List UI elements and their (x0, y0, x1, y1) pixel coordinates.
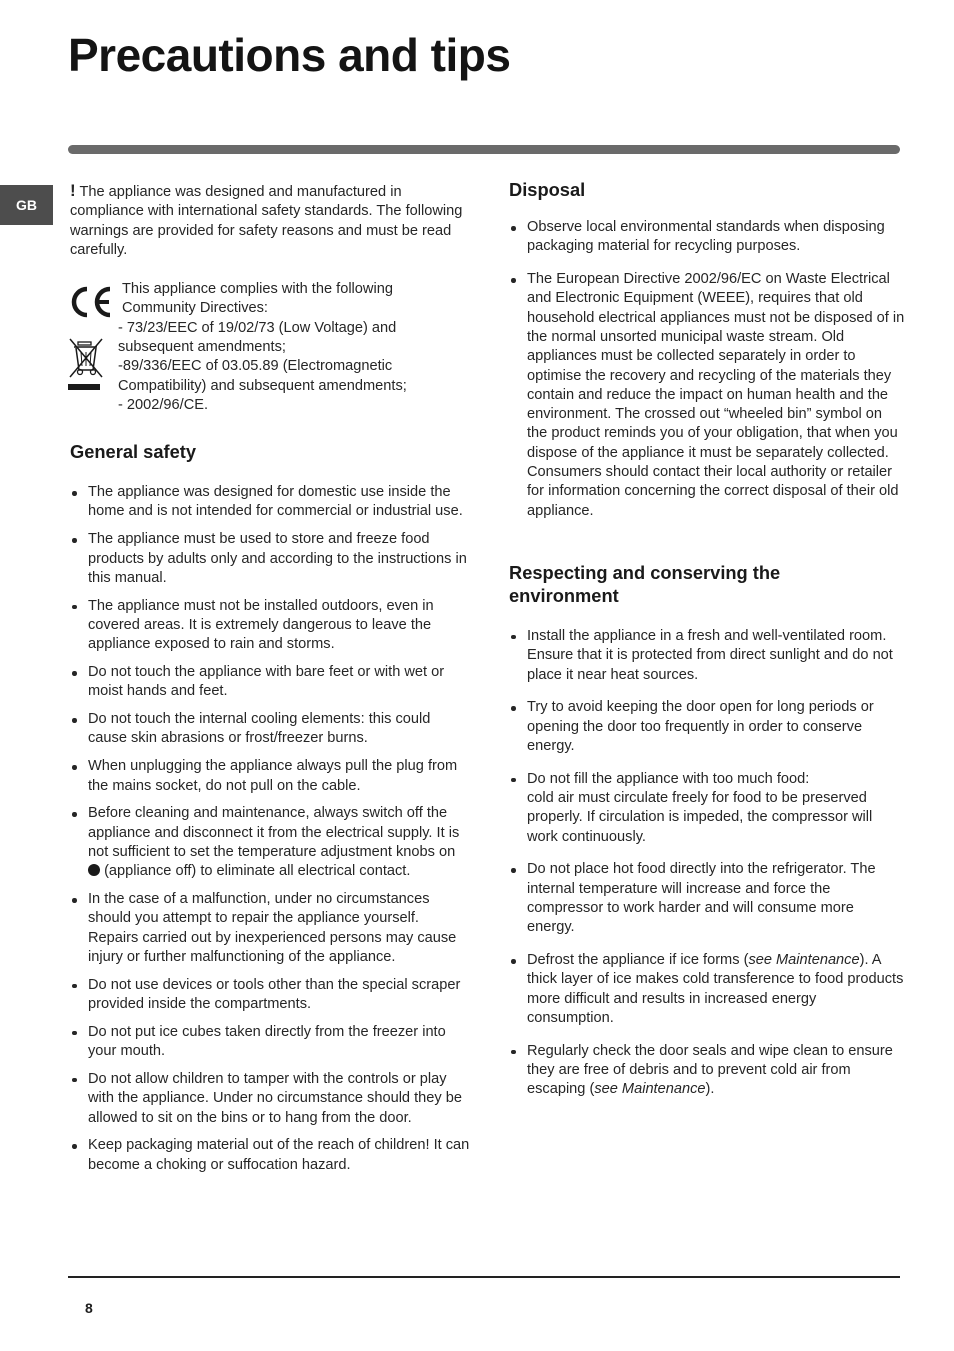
list-item: Install the appliance in a fresh and well-ventilated room. Ensure that it is protected from direct sunlight and do not place it near heat sources. (509, 627, 905, 685)
list-item: Do not touch the internal cooling elements: this could cause skin abrasions or frost/freezer burns. (70, 710, 470, 749)
list-item: Do not place hot food directly into the refrigerator. The internal temperature will increase and force the compressor to work harder and will consume more energy. (509, 860, 905, 937)
list-item: When unplugging the appliance always pull the plug from the mains socket, do not pull on the cable. (70, 757, 470, 796)
list-item: Do not touch the appliance with bare feet or with wet or moist hands and feet. (70, 663, 470, 702)
disposal-list (509, 218, 905, 521)
ce-mark-icon (67, 282, 115, 322)
compliance-line: This appliance complies with the following (122, 281, 393, 298)
right-column (509, 178, 905, 1113)
compliance-line: subsequent amendments; (118, 339, 286, 356)
see-maintenance-ref: see Maintenance (748, 952, 860, 969)
list-item (509, 951, 905, 1028)
compliance-line: Community Directives: (122, 300, 268, 317)
list-item: In the case of a malfunction, under no circumstances should you attempt to repair the appliance yourself. Repairs carried out by inexperienced persons may cause injury or further malfunctioning of the appliance. (70, 890, 470, 967)
seals-text-end: ). (705, 1081, 715, 1098)
disposal-heading: Disposal (509, 179, 586, 200)
list-item (509, 270, 905, 521)
food-line-2: cold air must circulate freely for food to be preserved properly. If circulation is impeded, the compressor will work continuously. (527, 790, 873, 845)
list-item: Do not allow children to tamper with the controls or play with the appliance. Under no circumstance should they be allowed to sit on the bins or to hang from the door. (70, 1070, 470, 1128)
general-safety-list (70, 483, 470, 1175)
list-item: Keep packaging material out of the reach of children! It can become a choking or suffocation hazard. (70, 1136, 470, 1175)
list-item (509, 770, 905, 847)
compliance-line: -89/336/EEC of 03.05.89 (Electromagnetic (118, 358, 393, 375)
language-tab: GB (0, 185, 53, 225)
seals-text: Regularly check the door seals and wipe clean to ensure they are free of debris and to prevent cold air from escaping ( (527, 1042, 893, 1098)
food-line-1: Do not fill the appliance with too much food: (527, 770, 810, 787)
list-item: The appliance must not be installed outdoors, even in covered areas. It is extremely dangerous to leave the appliance exposed to rain and storms. (70, 597, 470, 655)
intro-text: The appliance was designed and manufactured in compliance with international safety standards. The following warnings are provided for safety reasons and must be read carefully. (70, 184, 463, 258)
footer-divider (68, 1276, 900, 1278)
defrost-text-end: ). A thick layer of ice makes cold transference to food products more difficult and results in increased energy consumption. (527, 952, 904, 1026)
compliance-line: - 2002/96/CE. (118, 396, 209, 413)
defrost-text: Defrost the appliance if ice forms ( (527, 952, 749, 969)
list-item: The appliance was designed for domestic use inside the home and is not intended for commercial or industrial use. (70, 483, 470, 522)
compliance-line: Compatibility) and subsequent amendments; (118, 377, 407, 394)
list-item: The appliance must be used to store and freeze food products by adults only and according to the instructions in this manual. (70, 530, 470, 588)
compliance-block (70, 280, 470, 413)
environment-heading: Respecting and conserving the environment (509, 561, 781, 606)
cleaning-text: Before cleaning and maintenance, always switch off the appliance and disconnect it from the electrical supply. It is not sufficient to set the temperature adjustment knobs on (88, 805, 460, 860)
see-maintenance-ref: see Maintenance (594, 1081, 706, 1098)
list-item: Try to avoid keeping the door open for long periods or opening the door too frequently in order to conserve energy. (509, 698, 905, 756)
list-item: Do not use devices or tools other than the special scraper provided inside the compartments. (70, 976, 470, 1015)
list-item: Do not put ice cubes taken directly from the freezer into your mouth. (70, 1023, 470, 1062)
list-item: Observe local environmental standards when disposing packaging material for recycling purposes. (509, 218, 905, 257)
crossed-wheeled-bin-icon (66, 336, 106, 392)
list-item (509, 1042, 905, 1100)
weee-text: The European Directive 2002/96/EC on Waste Electrical and Electronic Equipment (WEEE), requires that old household electrical appliances must not be disposed of in the normal unsorted municipal waste stream. Old appliances must be collected separately in order to optimise the recovery and recycling of the materials they contain and reduce the impact on human health and the environment. The crossed out “wheeled bin” symbol on the product reminds you of your obligation, that when you dispose of the appliance it must be separately collected. (527, 271, 905, 461)
cleaning-text-end: (appliance off) to eliminate all electrical contact. (104, 863, 411, 880)
environment-list (509, 627, 905, 1100)
general-safety-heading: General safety (70, 441, 197, 463)
compliance-line: - 73/23/EEC of 19/02/73 (Low Voltage) and (118, 319, 397, 336)
compliance-text (118, 280, 448, 415)
page-title: Precautions and tips (68, 29, 511, 81)
warning-mark: ! (70, 181, 76, 200)
title-divider (68, 145, 900, 154)
knob-off-dot-icon (88, 864, 100, 876)
disposal-note: Consumers should contact their local authority or retailer for information concerning the correct disposal of their old appliance. (527, 464, 899, 519)
left-column (70, 181, 470, 1183)
page-number: 8 (85, 1300, 93, 1316)
list-item (70, 804, 470, 881)
intro-warning (70, 181, 470, 260)
